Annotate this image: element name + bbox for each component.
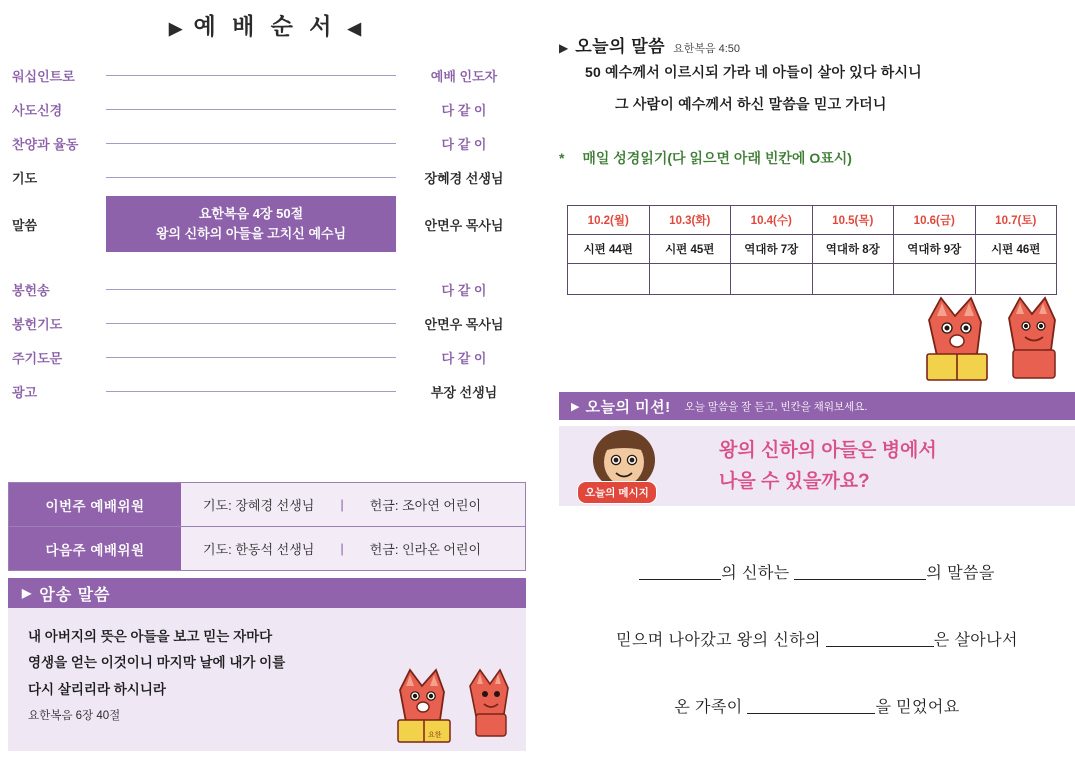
blank-line	[559, 694, 1075, 717]
worship-order-list	[8, 58, 526, 408]
blank-text: 온 가족이	[674, 699, 748, 716]
blank-line	[559, 627, 1075, 650]
order-label: 광고	[12, 384, 38, 400]
passage-cell: 시편 44편	[568, 235, 650, 264]
daily-reading-table	[567, 205, 1057, 295]
mission-q-mid: 은	[858, 439, 882, 461]
blank-line	[559, 560, 1075, 583]
mission-header	[559, 392, 1075, 420]
day-cell: 10.3(화)	[649, 206, 731, 235]
today-word-header	[559, 32, 740, 57]
order-person: 장혜경 선생님	[424, 170, 504, 186]
order-label: 사도신경	[12, 102, 63, 118]
order-person: 부장 선생님	[430, 384, 498, 400]
triangle-right-icon: ▶	[559, 41, 569, 55]
sermon-title: 왕의 신하의 아들을 고치신 예수님	[155, 226, 347, 241]
blank-input[interactable]	[747, 696, 875, 714]
day-cell: 10.4(수)	[731, 206, 813, 235]
committee-table	[8, 482, 526, 571]
blank-input[interactable]	[794, 562, 926, 580]
order-row	[8, 374, 526, 408]
committee-week-label: 이번주 예배위원	[9, 483, 181, 526]
day-cell: 10.6(금)	[894, 206, 976, 235]
check-cell[interactable]	[975, 264, 1057, 295]
order-row-sermon	[8, 194, 526, 254]
memory-verse-line: 다시 살리리라 하시니라	[28, 681, 166, 697]
triangle-right-icon: ◀	[347, 19, 361, 38]
mission-q-post: 에서	[900, 439, 937, 461]
spacer	[8, 254, 526, 272]
table-row-checkboxes[interactable]	[568, 264, 1057, 295]
order-person: 안면우 목사님	[424, 217, 504, 233]
order-person: 다 같 이	[441, 282, 487, 298]
committee-detail	[181, 527, 525, 570]
blank-input[interactable]	[826, 629, 934, 647]
blank-text: 믿으며 나아갔고 왕의 신하의	[616, 632, 826, 649]
offering-name: 조아연 어린이	[402, 498, 482, 513]
committee-week-label: 다음주 예배위원	[9, 527, 181, 570]
order-label: 봉헌기도	[12, 316, 63, 332]
fox-illustration	[923, 292, 1063, 389]
memory-verse-body	[8, 608, 526, 751]
check-cell[interactable]	[894, 264, 976, 295]
committee-detail	[181, 483, 525, 526]
daily-reading-title: 매일 성경읽기(다 읽으면 아래 빈칸에 O표시)	[582, 150, 852, 166]
table-row	[9, 483, 525, 527]
mission-question-line1	[719, 435, 937, 466]
check-cell[interactable]	[649, 264, 731, 295]
sermon-box-wrap	[100, 196, 402, 252]
fox-illustration	[392, 666, 512, 749]
offering-label: 헌금:	[369, 542, 399, 557]
day-cell: 10.5(목)	[812, 206, 894, 235]
passage-cell: 시편 46편	[975, 235, 1057, 264]
memory-verse-header	[8, 578, 526, 608]
order-person: 다 같 이	[441, 102, 487, 118]
triangle-right-icon: ▶	[571, 400, 580, 413]
order-divider	[100, 176, 402, 178]
table-row	[9, 527, 525, 570]
sermon-box	[106, 196, 396, 252]
svg-text:요한: 요한	[428, 732, 442, 739]
order-label: 기도	[12, 170, 38, 186]
today-word-title: 오늘의 말씀	[575, 37, 666, 56]
offering-name: 인라온 어린이	[402, 542, 482, 557]
blank-text: 의 신하는	[721, 565, 795, 582]
order-label: 말씀	[12, 217, 38, 233]
order-row	[8, 160, 526, 194]
order-person: 안면우 목사님	[424, 316, 504, 332]
order-row	[8, 340, 526, 374]
passage-cell: 역대하 7장	[731, 235, 813, 264]
mission-subtitle: 오늘 말씀을 잘 듣고, 빈칸을 채워보세요.	[684, 400, 868, 413]
mission-question	[719, 435, 937, 498]
mission-fill-in-blanks	[559, 560, 1075, 761]
mission-q-hl: 병	[881, 439, 901, 461]
order-label: 워십인트로	[12, 68, 75, 84]
order-row	[8, 58, 526, 92]
order-divider	[100, 108, 402, 110]
page-title	[0, 8, 530, 41]
check-cell[interactable]	[812, 264, 894, 295]
order-person: 다 같 이	[441, 350, 487, 366]
check-cell[interactable]	[568, 264, 650, 295]
two-foxes-reading-icon	[923, 292, 1063, 384]
order-divider	[100, 74, 402, 76]
order-label: 주기도문	[12, 350, 63, 366]
memory-verse-reference: 요한복음 6장 40절	[28, 709, 121, 722]
page-title-text: 예 배 순 서	[193, 13, 337, 39]
order-divider	[100, 142, 402, 144]
order-person: 예배 인도자	[430, 68, 498, 84]
order-divider	[100, 288, 402, 290]
passage-cell: 시편 45편	[649, 235, 731, 264]
offering-label: 헌금:	[369, 498, 399, 513]
passage-cell: 역대하 9장	[894, 235, 976, 264]
order-label: 찬양과 율동	[12, 136, 79, 152]
memory-verse-line: 내 아버지의 뜻은 아들을 보고 믿는 자마다	[28, 629, 273, 644]
prayer-name: 장혜경 선생님	[235, 498, 315, 513]
order-row	[8, 306, 526, 340]
passage-cell: 역대하 8장	[812, 235, 894, 264]
order-divider	[100, 356, 402, 358]
separator: |	[340, 497, 344, 512]
left-column	[0, 0, 530, 751]
today-message-badge	[571, 426, 691, 510]
prayer-name: 한동석 선생님	[235, 542, 315, 557]
order-row	[8, 272, 526, 306]
blank-text: 의 말씀을	[926, 565, 995, 582]
table-header-row	[568, 206, 1057, 235]
triangle-right-icon: ▶	[22, 586, 33, 600]
mission-question-line2: 나을 수 있을까요?	[719, 471, 870, 492]
prayer-label: 기도:	[203, 498, 232, 513]
mission-q-pre: 왕의 신하의 아들	[719, 439, 859, 461]
order-divider	[100, 390, 402, 392]
order-person: 다 같 이	[441, 136, 487, 152]
memory-verse-line: 영생을 얻는 이것이니 마지막 날에 내가 이를	[28, 655, 286, 671]
order-divider	[100, 322, 402, 324]
blank-text: 은 살아나서	[933, 632, 1018, 649]
today-message-badge-label: 오늘의 메시지	[577, 481, 657, 504]
asterisk-icon: *	[559, 150, 565, 166]
mission-title: 오늘의 미션!	[585, 398, 671, 416]
separator: |	[340, 541, 344, 556]
today-word-reference: 요한복음 4:50	[673, 43, 741, 55]
blank-text: 을 믿었어요	[875, 699, 960, 716]
daily-reading-header	[559, 148, 852, 168]
today-word-line2: 그 사람이 예수께서 하신 말씀을 믿고 가더니	[615, 96, 887, 112]
order-label: 봉헌송	[12, 282, 50, 298]
blank-input[interactable]	[639, 562, 721, 580]
prayer-label: 기도:	[203, 542, 232, 557]
memory-verse-title: 암송 말씀	[39, 586, 111, 604]
right-column	[545, 0, 1075, 751]
check-cell[interactable]	[731, 264, 813, 295]
triangle-left-icon: ▶	[169, 19, 183, 38]
sermon-reference: 요한복음 4장 50절	[198, 205, 304, 221]
table-row	[568, 235, 1057, 264]
day-cell: 10.2(월)	[568, 206, 650, 235]
today-word-line1: 50 예수께서 이르시되 가라 네 아들이 살아 있다 하시니	[585, 64, 922, 80]
order-row	[8, 92, 526, 126]
order-row	[8, 126, 526, 160]
day-cell: 10.7(토)	[975, 206, 1057, 235]
two-foxes-reading-icon	[392, 666, 512, 744]
